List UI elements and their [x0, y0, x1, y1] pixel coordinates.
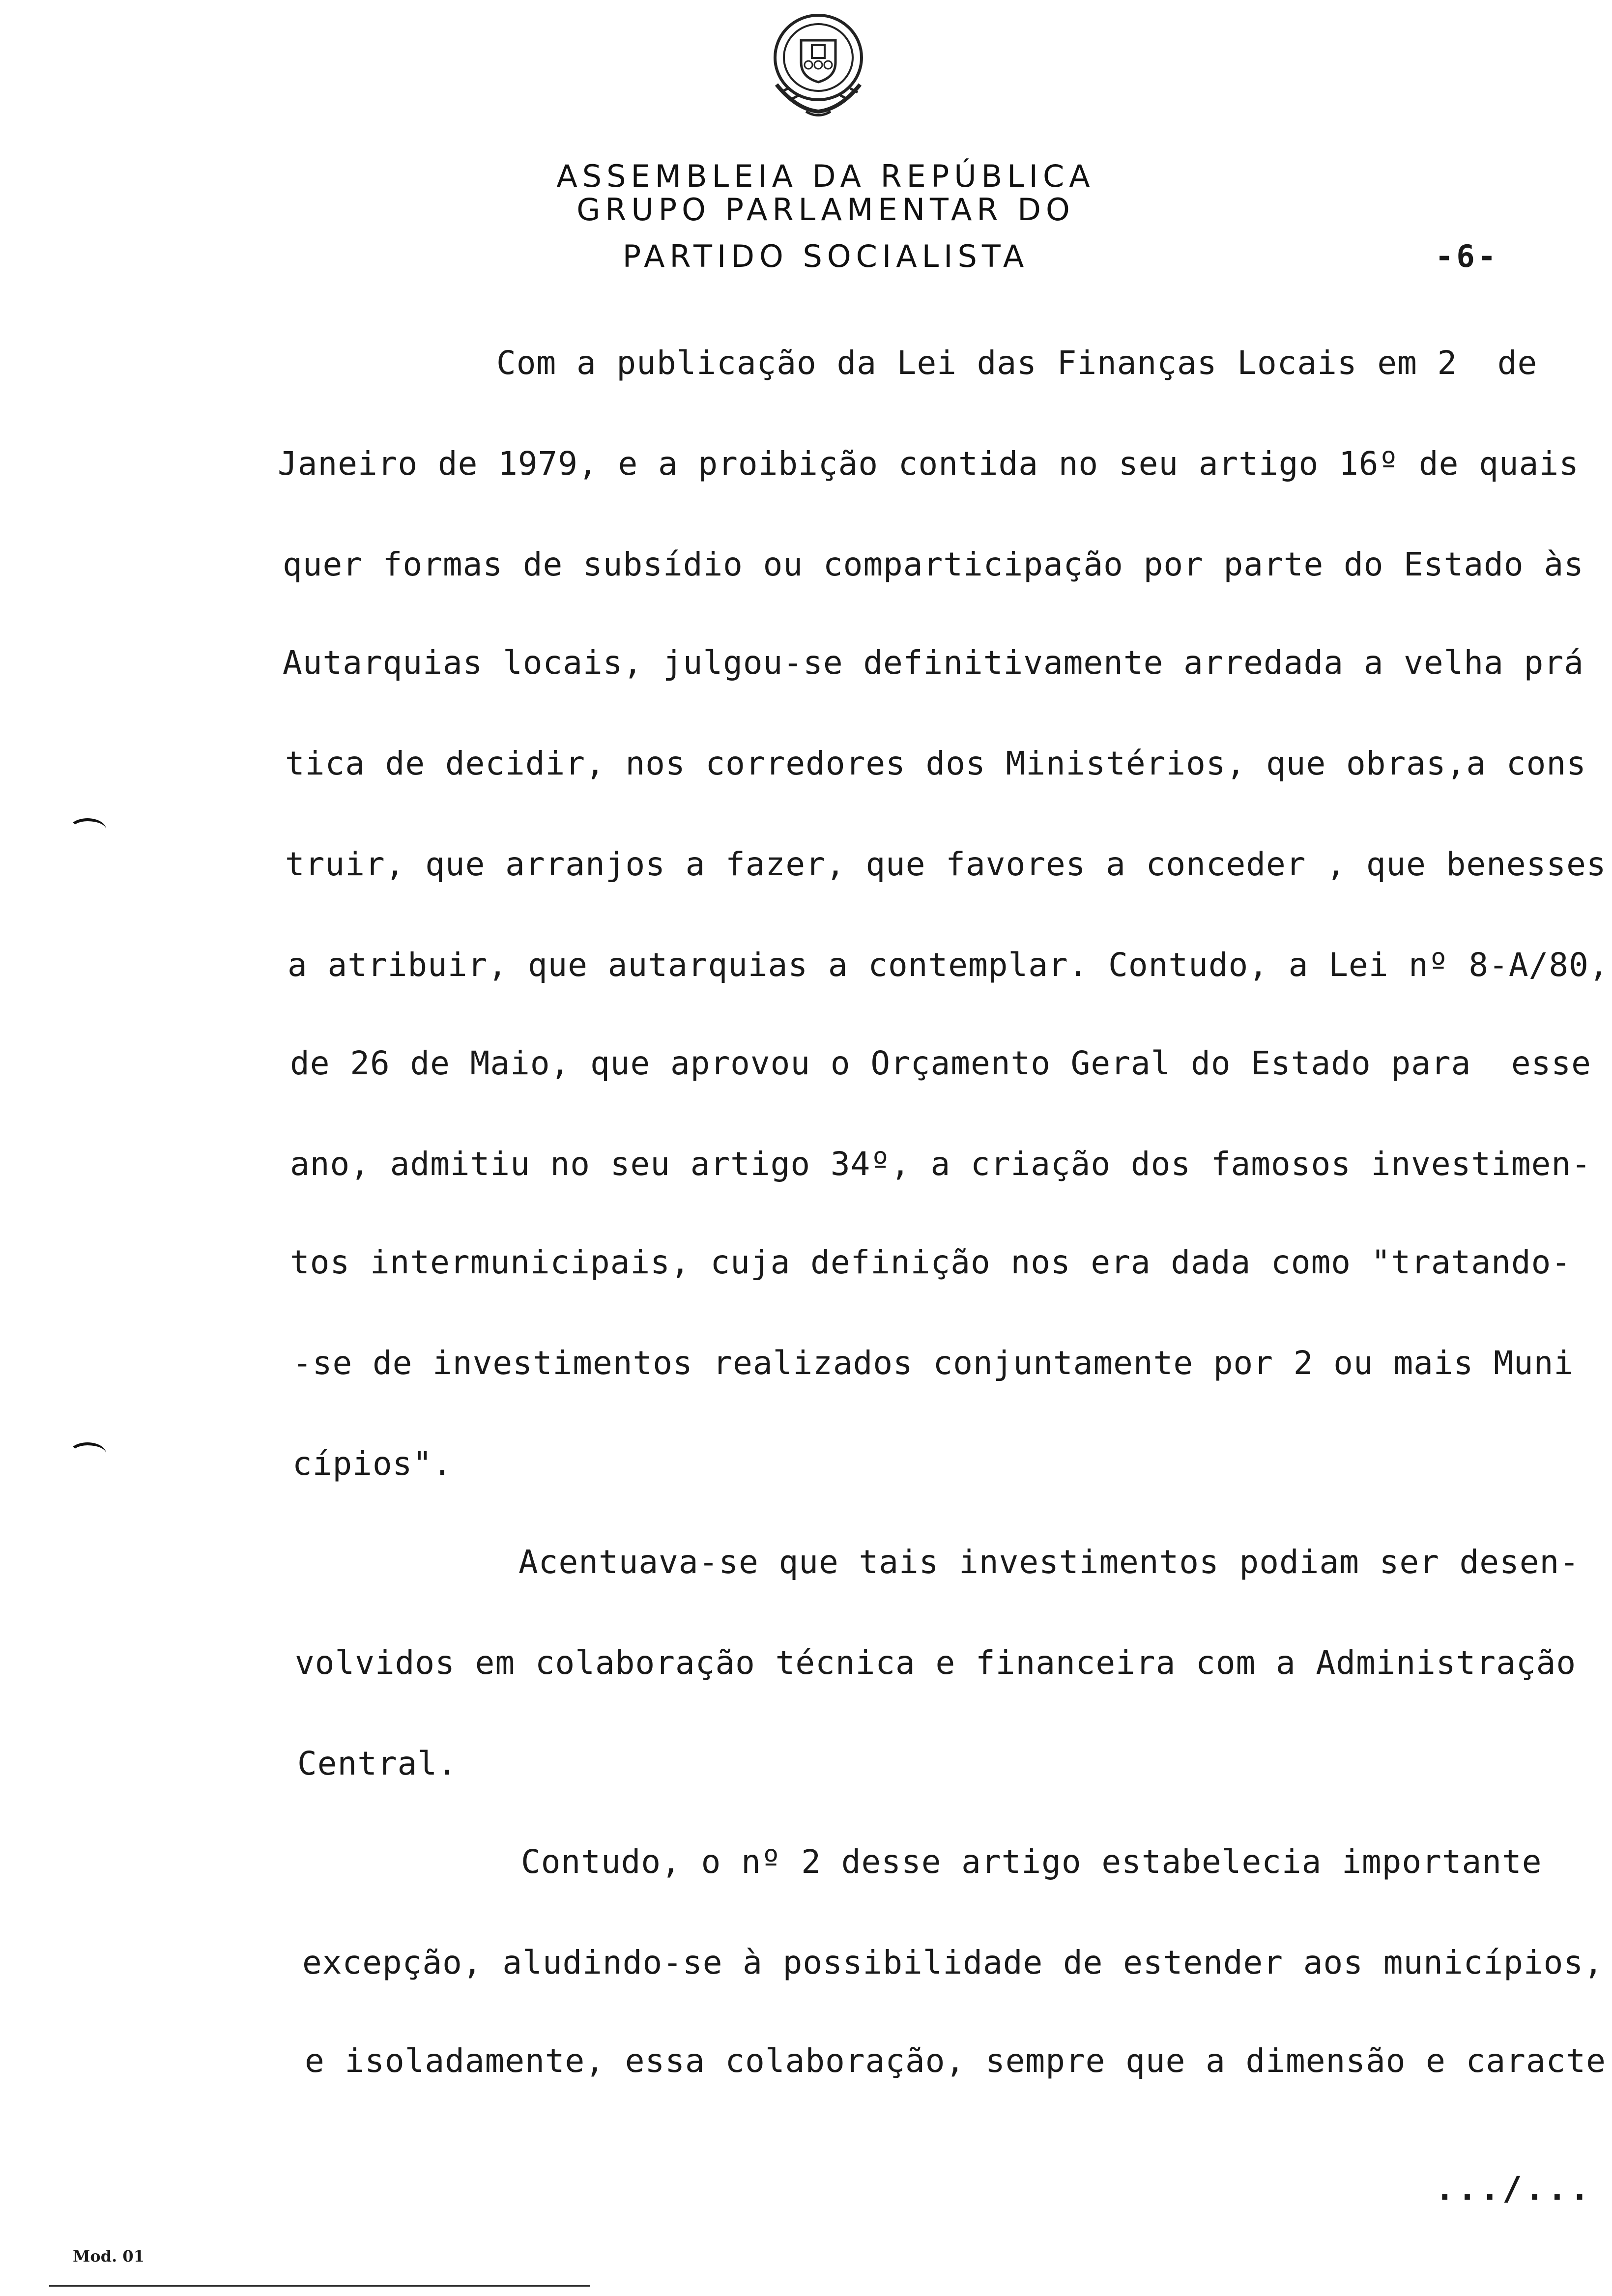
body-line: Com a publicação da Lei das Finanças Locais em 2 de [496, 344, 1538, 382]
page-number: -6- [1435, 238, 1499, 274]
body-line: cípios". [292, 1445, 453, 1483]
body-line: tica de decidir, nos corredores dos Ministérios, que obras,a cons [285, 745, 1586, 782]
institution-name: ASSEMBLEIA DA REPÚBLICA [556, 158, 1095, 194]
body-line: truir, que arranjos a fazer, que favores a conceder , que benesses [285, 845, 1607, 883]
body-line: e isoladamente, essa colaboração, sempre que a dimensão e caracte [305, 2042, 1606, 2080]
punch-hole-mark [69, 1442, 106, 1465]
body-line: volvidos em colaboração técnica e financeira com a Administração [295, 1644, 1577, 1682]
body-line: Contudo, o nº 2 desse artigo estabelecia importante [521, 1843, 1542, 1881]
body-line: a atribuir, que autarquias a contemplar. Contudo, a Lei nº 8-A/80, [288, 946, 1609, 984]
body-line: Autarquias locais, julgou-se definitivamente arredada a velha prá [283, 644, 1584, 682]
punch-hole-mark [69, 818, 106, 841]
body-line: Janeiro de 1979, e a proibição contida no seu artigo 16º de quais [278, 445, 1579, 483]
party-name: PARTIDO SOCIALISTA [622, 238, 1029, 274]
body-line: tos intermunicipais, cuja definição nos era dada como "tratando- [290, 1243, 1572, 1281]
body-line: Acentuava-se que tais investimentos podiam ser desen- [518, 1543, 1580, 1581]
body-line: quer formas de subsídio ou comparticipação por parte do Estado às [283, 545, 1584, 583]
body-line: -se de investimentos realizados conjuntamente por 2 ou mais Muni [292, 1344, 1574, 1382]
body-line: de 26 de Maio, que aprovou o Orçamento Geral do Estado para esse [290, 1044, 1591, 1082]
continuation-mark: .../... [1435, 2170, 1592, 2208]
body-line: Central. [297, 1745, 458, 1782]
bottom-rule [49, 2285, 590, 2287]
parliamentary-group: GRUPO PARLAMENTAR DO [576, 192, 1075, 228]
body-line: excepção, aludindo-se à possibilidade de estender aos municípios, [302, 1944, 1604, 1981]
body-line: ano, admitiu no seu artigo 34º, a criação dos famosos investimen- [290, 1145, 1591, 1183]
coat-of-arms-seal [767, 11, 870, 124]
form-code: Mod. 01 [73, 2247, 144, 2266]
